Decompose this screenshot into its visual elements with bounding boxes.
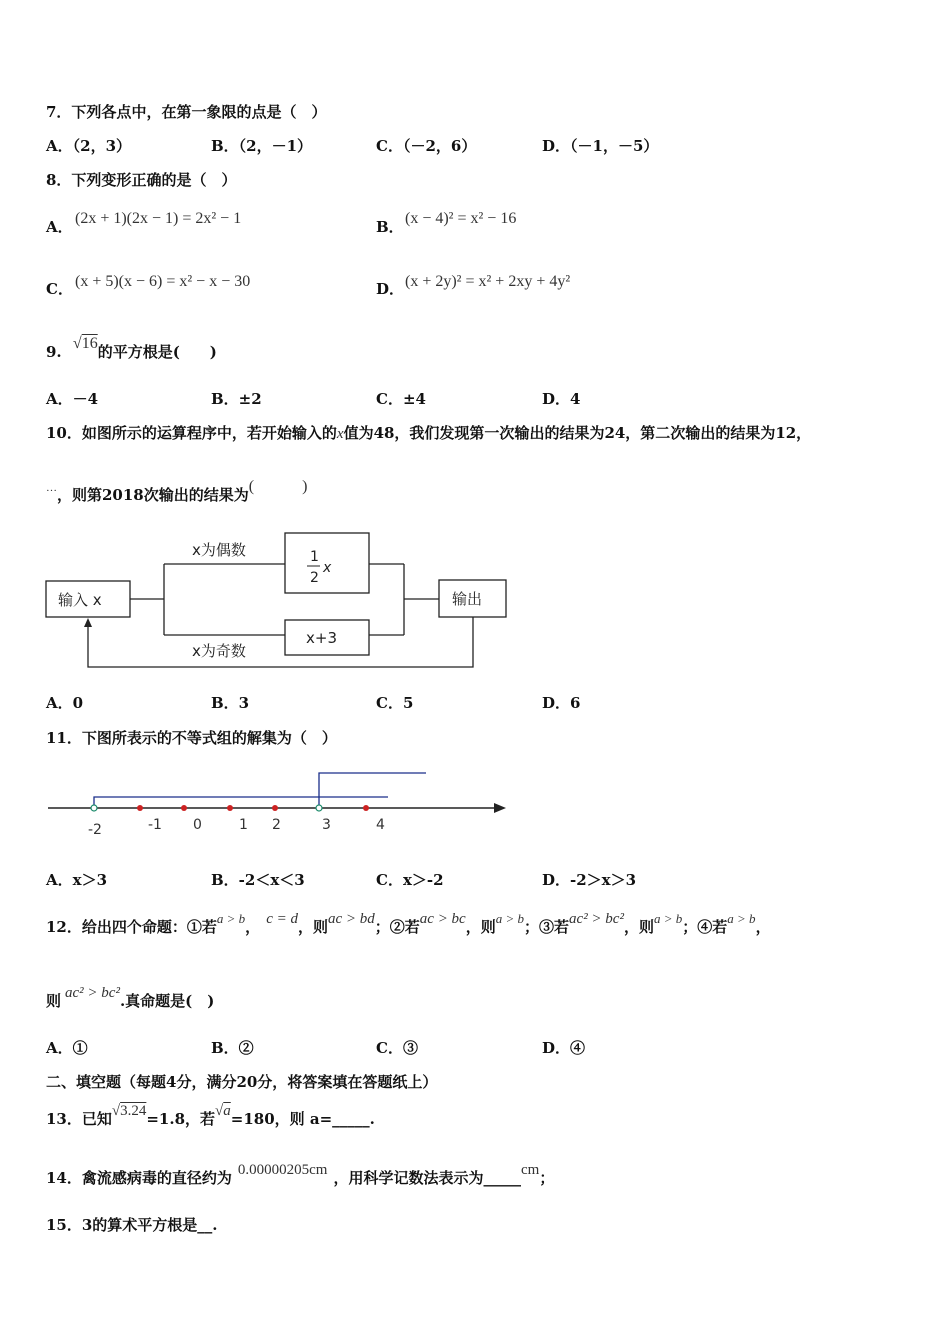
q7-option-d: D．（－1，－5） xyxy=(542,137,659,155)
q11-number-line xyxy=(40,762,520,842)
q13-text-c: =180，则 a=_____. xyxy=(230,1110,375,1128)
odd-label: x为奇数 xyxy=(192,642,246,660)
q8-label-a: A． xyxy=(46,218,73,236)
q10-option-c: C．5 xyxy=(376,694,414,712)
q14-unit: cm xyxy=(520,1162,540,1178)
q10-stem-c: ，则第2018次输出的结果为 xyxy=(57,486,249,504)
q13-radical2: √a xyxy=(215,1103,231,1119)
tick-label-1: 1 xyxy=(239,817,248,833)
half-variable: x xyxy=(323,560,332,576)
open-point-neg2 xyxy=(91,805,97,811)
q7-option-a: A．（2，3） xyxy=(46,137,132,155)
q8-label-b: B． xyxy=(376,218,404,236)
output-label: 输出 xyxy=(452,590,483,608)
loop-arrow-head xyxy=(84,618,92,627)
q9-radical: √16 xyxy=(72,335,98,352)
q12-then3: ，则 xyxy=(623,918,654,936)
q9-stem-rest: 的平方根是( ) xyxy=(97,343,217,361)
q9-option-a: A．－4 xyxy=(46,390,99,408)
q12-then4: 则 xyxy=(46,992,62,1010)
q13-radical1: √3.24 xyxy=(111,1103,147,1119)
even-label: x为偶数 xyxy=(192,541,246,559)
q12-conclusion2: a > b xyxy=(495,911,525,926)
q9-number: 9. xyxy=(46,343,62,361)
q9-option-c: C．±4 xyxy=(376,390,426,408)
q11-stem: 11．下图所表示的不等式组的解集为（ ） xyxy=(46,729,337,747)
q10-flowchart xyxy=(40,527,520,677)
point-2 xyxy=(272,805,278,811)
point-1 xyxy=(227,805,233,811)
q14-text-c: ； xyxy=(539,1169,555,1187)
section-2-heading: 二、填空题（每题4分，满分20分，将答案填在答题纸上） xyxy=(46,1073,438,1091)
q13 xyxy=(46,1103,375,1130)
q8-formula-c: (x + 5)(x − 6) = x² − x − 30 xyxy=(75,273,251,290)
q10-stem-a: 10．如图所示的运算程序中，若开始输入的 xyxy=(46,424,337,442)
q10-ellipsis: … xyxy=(46,482,57,494)
q11-option-c: C．x＞-2 xyxy=(376,871,444,889)
q12-premise2: ac > bc xyxy=(419,911,466,927)
q10-stem-b: 值为48，我们发现第一次输出的结果为24，第二次输出的结果为12， xyxy=(343,424,812,442)
q11-option-d: D．-2＞x＞3 xyxy=(542,871,637,889)
q12-if3: ；③若 xyxy=(524,918,570,936)
q12-stem-num: 12．给出四个命题：①若 xyxy=(46,918,217,936)
q12-if2: ；②若 xyxy=(374,918,420,936)
q11-option-a: A．x＞3 xyxy=(46,871,108,889)
point-4 xyxy=(363,805,369,811)
q13-radicand2: a xyxy=(223,1103,231,1119)
q12-premise4: a > b xyxy=(727,911,756,926)
q12-premise3: ac² > bc² xyxy=(569,911,624,927)
q12-option-b: B．② xyxy=(211,1039,254,1057)
q14-text-b: ，用科学记数法表示为_____ xyxy=(333,1169,521,1187)
half-numerator: 1 xyxy=(310,549,319,565)
tick-label-neg2: -2 xyxy=(88,822,102,838)
q15: 15．3的算术平方根是__. xyxy=(46,1216,218,1234)
q12-option-c: C．③ xyxy=(376,1039,418,1057)
q12-question: .真命题是( ) xyxy=(119,992,215,1010)
q12-sep: ， xyxy=(245,918,261,936)
q8-label-d: D． xyxy=(376,280,405,298)
q7-stem: 7．下列各点中，在第一象限的点是（ ） xyxy=(46,103,327,121)
q10-option-b: B．3 xyxy=(211,694,250,712)
q9-option-d: D．4 xyxy=(542,390,581,408)
q12-premise1-b: c = d xyxy=(266,911,298,927)
q7-option-c: C．（－2，6） xyxy=(376,137,477,155)
q8-formula-b: (x − 4)² = x² − 16 xyxy=(405,210,517,227)
q12-line1 xyxy=(46,911,771,938)
tick-label-3: 3 xyxy=(322,817,331,833)
plus3-label: x+3 xyxy=(306,629,337,647)
q11-option-b: B．-2＜x＜3 xyxy=(211,871,305,889)
tick-label-2: 2 xyxy=(272,817,281,833)
q7-option-b: B．（2，－1） xyxy=(211,137,313,155)
q10-stem-line2 xyxy=(46,478,308,507)
q12-premise1-a: a > b xyxy=(216,911,246,926)
q9-option-b: B．±2 xyxy=(211,390,262,408)
q12-conclusion4: ac² > bc² xyxy=(65,985,120,1001)
point-neg1 xyxy=(137,805,143,811)
q8-formula-d: (x + 2y)² = x² + 2xy + 4y² xyxy=(405,273,571,290)
q14 xyxy=(46,1162,555,1189)
q10-option-a: A．0 xyxy=(46,694,84,712)
q14-value: 0.00000205cm xyxy=(237,1162,328,1178)
q12-conclusion3: a > b xyxy=(653,911,683,926)
q10-var-x: x xyxy=(336,426,344,442)
tick-label-4: 4 xyxy=(376,817,385,833)
q10-option-d: D．6 xyxy=(542,694,581,712)
q9-radicand: 16 xyxy=(81,335,98,352)
q13-radicand1: 3.24 xyxy=(120,1103,147,1119)
q12-option-a: A．① xyxy=(46,1039,88,1057)
open-point-3 xyxy=(316,805,322,811)
q13-text-b: =1.8，若 xyxy=(146,1110,216,1128)
q12-option-d: D．④ xyxy=(542,1039,586,1057)
q13-text-a: 13．已知 xyxy=(46,1110,112,1128)
q12-then2: ，则 xyxy=(465,918,496,936)
tick-label-neg1: -1 xyxy=(148,817,162,833)
point-0 xyxy=(181,805,187,811)
q9-stem xyxy=(46,335,217,363)
q10-answer-paren: ( ) xyxy=(248,478,308,495)
q14-text-a: 14．禽流感病毒的直径约为 xyxy=(46,1169,232,1187)
tick-label-0: 0 xyxy=(193,817,202,833)
solution-ray-right xyxy=(319,773,426,808)
q12-comma: ， xyxy=(755,918,771,936)
half-denominator: 2 xyxy=(310,570,319,586)
q12-line2 xyxy=(46,985,215,1012)
q8-stem: 8．下列变形正确的是（ ） xyxy=(46,171,237,189)
q8-label-c: C． xyxy=(46,280,73,298)
q8-formula-a: (2x + 1)(2x − 1) = 2x² − 1 xyxy=(75,210,242,227)
input-label: 输入 x xyxy=(58,591,102,609)
q10-stem-line1 xyxy=(46,423,811,444)
q12-if4: ；④若 xyxy=(682,918,728,936)
q12-then1: ，则 xyxy=(297,918,328,936)
q12-conclusion1: ac > bd xyxy=(327,911,375,927)
